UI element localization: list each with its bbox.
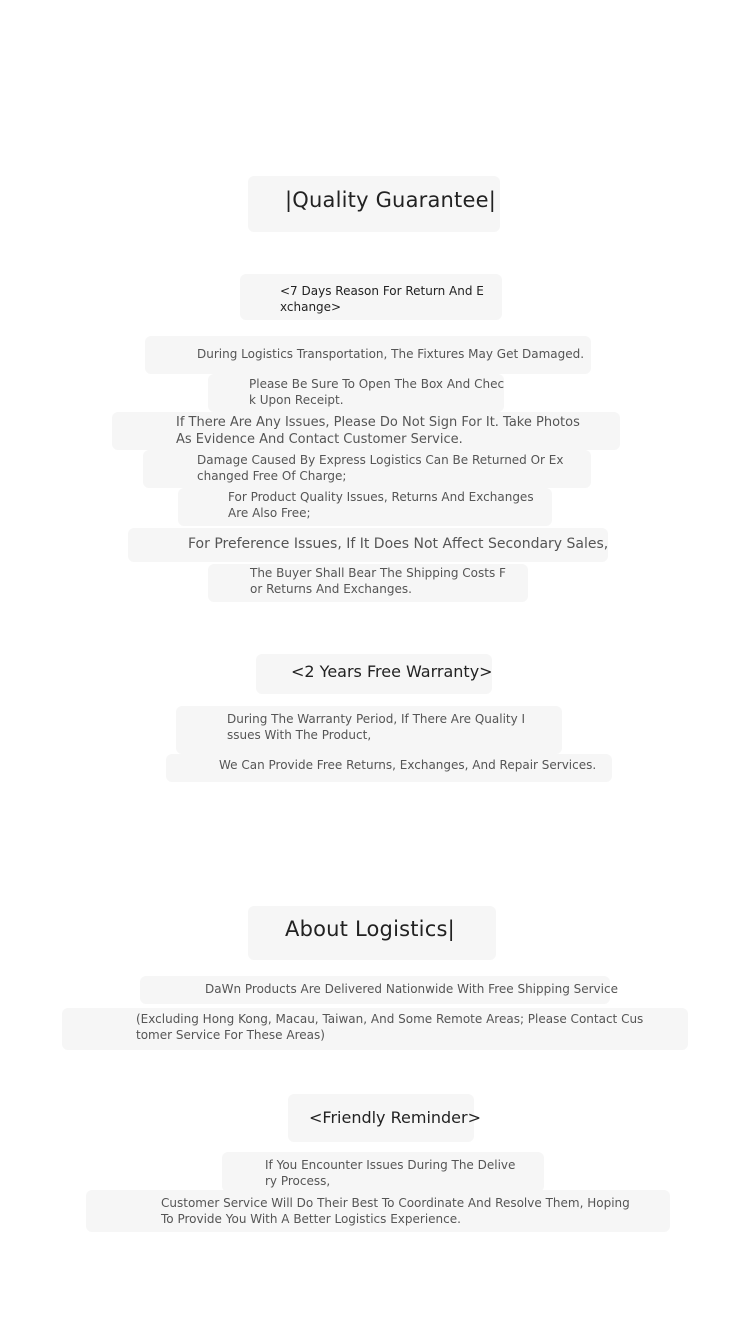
return-policy-heading: <7 Days Reason For Return And E xchange> bbox=[280, 284, 484, 314]
return-policy-text-2: Please Be Sure To Open The Box And Chec k Upon Receipt. bbox=[249, 377, 505, 407]
return-policy-text-3: If There Are Any Issues, Please Do Not Sign For It. Take Photos As Evidence And Contact Customer Service. bbox=[176, 415, 580, 447]
section-title-about-logistics: About Logistics| bbox=[285, 917, 455, 941]
return-policy-text-1: During Logistics Transportation, The Fixtures May Get Damaged. bbox=[197, 347, 585, 361]
warranty-text-2: We Can Provide Free Returns, Exchanges, And Repair Services. bbox=[219, 758, 597, 772]
reminder-text-2: Customer Service Will Do Their Best To Coordinate And Resolve Them, Hoping To Provide You With A Better Logistics Experience. bbox=[161, 1196, 630, 1226]
return-policy-text-6: For Preference Issues, If It Does Not Affect Secondary Sales, bbox=[188, 536, 609, 552]
section-title-quality-guarantee: |Quality Guarantee| bbox=[285, 188, 497, 212]
return-policy-text-5: For Product Quality Issues, Returns And Exchanges Are Also Free; bbox=[228, 490, 534, 520]
warranty-text-1: During The Warranty Period, If There Are Quality I ssues With The Product, bbox=[227, 712, 526, 742]
return-policy-text-4: Damage Caused By Express Logistics Can Be Returned Or Ex changed Free Of Charge; bbox=[197, 453, 564, 483]
logistics-text-2: (Excluding Hong Kong, Macau, Taiwan, And Some Remote Areas; Please Contact Cus tomer Service For These Areas) bbox=[136, 1012, 644, 1042]
reminder-text-1: If You Encounter Issues During The Delive ry Process, bbox=[265, 1158, 516, 1188]
return-policy-text-7: The Buyer Shall Bear The Shipping Costs F or Returns And Exchanges. bbox=[250, 566, 506, 596]
friendly-reminder-heading: <Friendly Reminder> bbox=[309, 1108, 482, 1127]
warranty-heading: <2 Years Free Warranty> bbox=[291, 662, 493, 681]
logistics-text-1: DaWn Products Are Delivered Nationwide With Free Shipping Service bbox=[205, 982, 618, 996]
